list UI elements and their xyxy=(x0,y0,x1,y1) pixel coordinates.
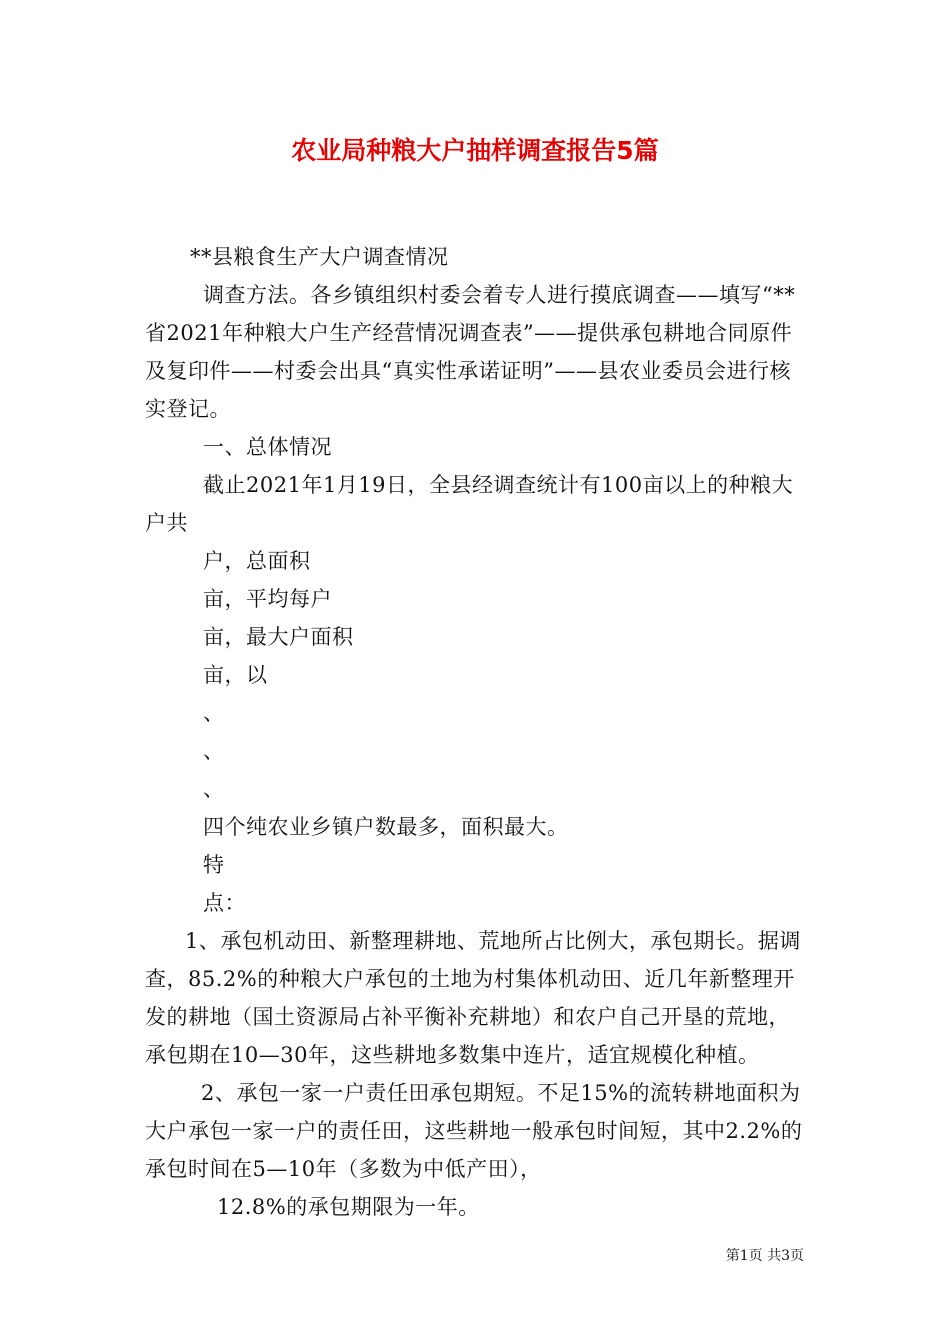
section-heading-overall: 一、总体情况 xyxy=(203,435,332,459)
document-subtitle: **县粮食生产大户调查情况 xyxy=(190,245,449,269)
fragment-line: 、 xyxy=(203,777,225,801)
fragment-line: 亩，以 xyxy=(203,663,268,687)
fragment-line: 、 xyxy=(203,701,225,725)
overall-paragraph: 截止2021年1月19日，全县经调查统计有100亩以上的种粮大户共 xyxy=(145,473,794,535)
fragment-line: 亩，平均每户 xyxy=(203,587,332,611)
method-paragraph: 调查方法。各乡镇组织村委会着专人进行摸底调查——填写“**省2021年种粮大户生产经营情况调查表”——提供承包耕地合同原件及复印件——村委会出具“真实性承诺证明”——县农业委员会进行核实登记。 xyxy=(145,283,796,421)
fragment-line: 亩，最大户面积 xyxy=(203,625,354,649)
document-body xyxy=(145,238,809,1226)
point-1-paragraph: 1、承包机动田、新整理耕地、荒地所占比例大，承包期长。据调查，85.2%的种粮大户承包的土地为村集体机动田、近几年新整理开发的耕地（国土资源局占补平衡补充耕地）和农户自己开垦的荒地，承包期在10—30年，这些耕地多数集中连片，适宜规模化种植。 xyxy=(145,929,801,1067)
fragment-line: 点： xyxy=(203,891,246,915)
fragment-line: 户，总面积 xyxy=(203,549,311,573)
fragment-line: 特 xyxy=(203,853,225,877)
point-2-tail: 12.8%的承包期限为一年。 xyxy=(217,1195,480,1219)
page-number-footer: 第1页 共3页 xyxy=(725,1248,804,1264)
fragment-line: 、 xyxy=(203,739,225,763)
fragment-line: 四个纯农业乡镇户数最多，面积最大。 xyxy=(203,815,569,839)
document-title: 农业局种粮大户抽样调查报告5篇 xyxy=(291,136,659,165)
point-2-paragraph: 2、承包一家一户责任田承包期短。不足15%的流转耕地面积为大户承包一家一户的责任田，这些耕地一般承包时间短，其中2.2%的承包时间在5—10年（多数为中低产田）， xyxy=(145,1081,803,1181)
